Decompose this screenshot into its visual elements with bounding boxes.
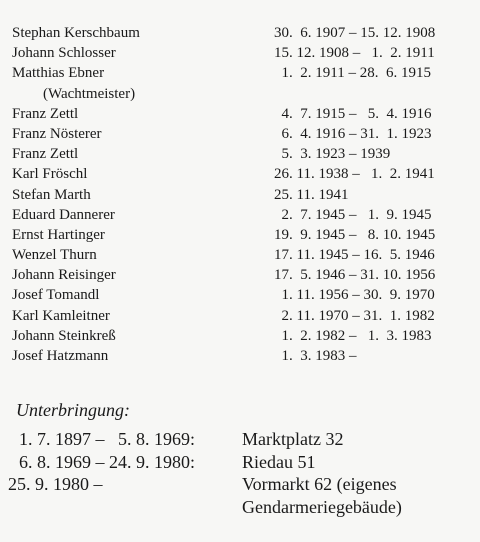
roster-name: Franz Nösterer xyxy=(12,125,102,142)
housing-address: Vormarkt 62 (eigenes xyxy=(242,474,397,494)
roster-name: Johann Steinkreß xyxy=(12,327,116,344)
roster-name: Johann Reisinger xyxy=(12,267,116,284)
roster-row xyxy=(12,245,472,265)
housing-row-continuation xyxy=(0,496,480,519)
roster-row xyxy=(12,164,472,184)
roster-dates: 6. 4. 1916 – 31. 1. 1923 xyxy=(274,125,432,142)
roster-row xyxy=(12,326,472,346)
roster-dates: 15. 12. 1908 – 1. 2. 1911 xyxy=(274,45,435,62)
roster-name: Stephan Kerschbaum xyxy=(12,25,140,41)
housing-row xyxy=(0,451,480,474)
roster-row xyxy=(12,225,472,245)
roster-name: Eduard Dannerer xyxy=(12,206,115,223)
housing-period: 1. 7. 1897 – 5. 8. 1969: xyxy=(19,429,196,449)
roster-row xyxy=(12,43,472,63)
roster-row xyxy=(12,144,472,164)
roster-name: Franz Zettl xyxy=(12,146,79,163)
roster-name: Matthias Ebner xyxy=(12,65,105,82)
roster-dates: 17. 5. 1946 – 31. 10. 1956 xyxy=(274,267,436,284)
roster-dates: 1. 11. 1956 – 30. 9. 1970 xyxy=(274,287,435,304)
roster-dates: 17. 11. 1945 – 16. 5. 1946 xyxy=(274,247,435,264)
roster-dates: 1. 2. 1911 – 28. 6. 1915 xyxy=(274,65,431,82)
roster-dates: 4. 7. 1915 – 5. 4. 1916 xyxy=(274,105,432,122)
roster-dates: 2. 11. 1970 – 31. 1. 1982 xyxy=(274,307,435,324)
roster-dates: 1. 2. 1982 – 1. 3. 1983 xyxy=(274,327,432,344)
roster-row xyxy=(12,285,472,305)
roster-row xyxy=(12,265,472,285)
housing-section-title: Unterbringung: xyxy=(16,400,130,420)
roster-name: Ernst Hartinger xyxy=(12,226,105,243)
roster-row xyxy=(12,104,472,124)
roster-dates: 5. 3. 1923 – 1939 xyxy=(274,146,391,163)
roster-name: Karl Fröschl xyxy=(12,166,88,183)
roster-dates: 30. 6. 1907 – 15. 12. 1908 xyxy=(274,25,436,41)
housing-list xyxy=(0,428,480,518)
roster-row xyxy=(12,63,472,83)
housing-address: Riedau 51 xyxy=(242,451,316,472)
housing-row xyxy=(0,428,480,451)
roster-dates: 25. 11. 1941 xyxy=(274,186,349,203)
roster-name: Karl Kamleitner xyxy=(12,307,110,324)
housing-period: 25. 9. 1980 – xyxy=(8,474,103,494)
roster-name: Franz Zettl xyxy=(12,105,79,122)
roster-row xyxy=(12,306,472,326)
commander-roster xyxy=(12,23,472,366)
roster-name: Josef Hatzmann xyxy=(12,348,109,364)
roster-dates: 2. 7. 1945 – 1. 9. 1945 xyxy=(274,206,432,223)
roster-name: Stefan Marth xyxy=(12,186,91,203)
roster-name: Josef Tomandl xyxy=(12,287,100,304)
roster-row-note xyxy=(12,84,472,104)
housing-period: 6. 8. 1969 – 24. 9. 1980: xyxy=(19,451,196,472)
housing-address-continuation: Gendarmeriegebäude) xyxy=(242,496,402,517)
housing-address: Marktplatz 32 xyxy=(242,429,344,449)
roster-row xyxy=(12,346,472,366)
roster-name: Wenzel Thurn xyxy=(12,247,97,264)
roster-name: Johann Schlosser xyxy=(12,45,116,62)
roster-row xyxy=(12,205,472,225)
roster-row xyxy=(12,124,472,144)
roster-row xyxy=(12,185,472,205)
roster-dates: 1. 3. 1983 – xyxy=(274,348,357,364)
roster-dates: 26. 11. 1938 – 1. 2. 1941 xyxy=(274,166,435,183)
roster-dates: 19. 9. 1945 – 8. 10. 1945 xyxy=(274,226,436,243)
housing-row xyxy=(0,473,480,496)
roster-row xyxy=(12,23,472,43)
roster-rank-note: (Wachtmeister) xyxy=(43,85,136,102)
